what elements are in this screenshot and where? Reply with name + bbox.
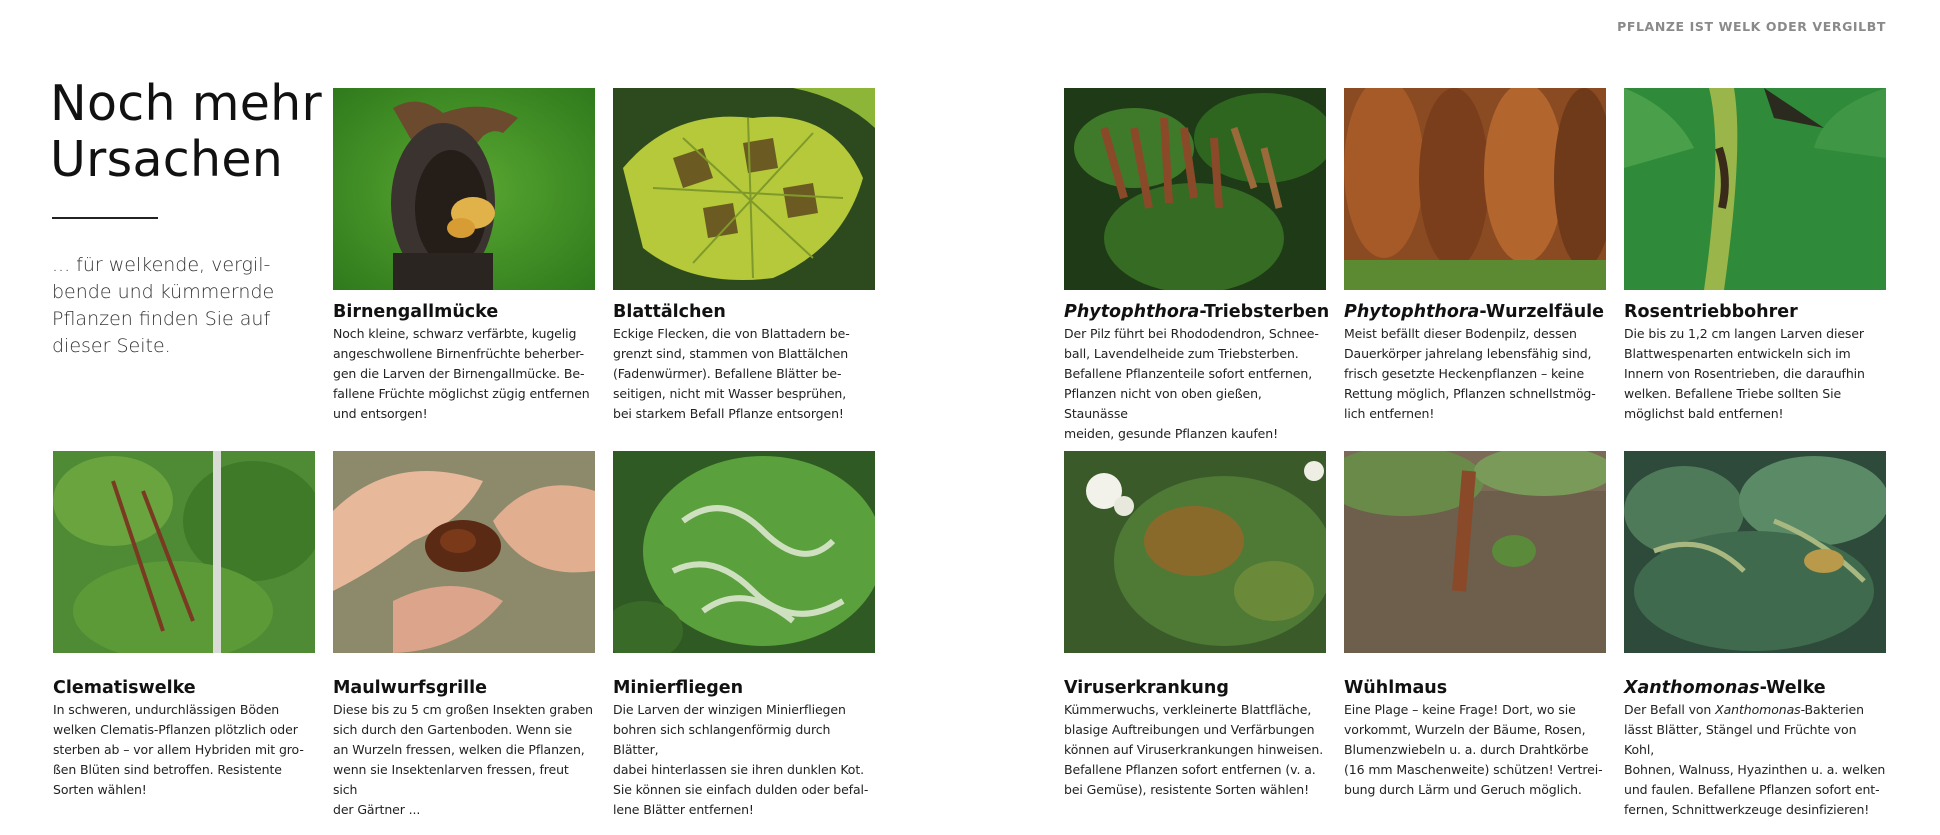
text-line: lässt Blätter, Stängel und Früchte von Kohl, <box>1624 722 1857 757</box>
text-line: Eckige Flecken, die von Blattadern be- <box>613 326 850 341</box>
card-title: Birnengallmücke <box>333 302 499 322</box>
title-italic-part: Xanthomonas <box>1624 678 1760 698</box>
card-text <box>333 700 595 820</box>
card-title: Maulwurfsgrille <box>333 678 487 698</box>
card-phytophthora-wurzelfaeule <box>1344 88 1606 424</box>
leaf-miner-photo <box>613 451 875 653</box>
text-line: Befallene Pflanzenteile sofort entfernen, <box>1064 366 1313 381</box>
running-header: PFLANZE IST WELK ODER VERGILBT <box>1617 19 1886 34</box>
text-line: Diese bis zu 5 cm großen Insekten graben <box>333 702 593 717</box>
text-line: bohren sich schlangenförmig durch Blätter, <box>613 722 831 757</box>
text-line: Rettung möglich, Pflanzen schnellstmög- <box>1344 386 1596 401</box>
text-line: Innern von Rosentrieben, die daraufhin <box>1624 366 1865 381</box>
text-line: lene Blätter entfernen! <box>613 802 754 817</box>
card-title: Rosentriebbohrer <box>1624 302 1798 322</box>
text-line: Eine Plage – keine Frage! Dort, wo sie <box>1344 702 1576 717</box>
vole-damage-photo <box>1344 451 1606 653</box>
title-italic-part: Phytophthora <box>1064 302 1200 322</box>
mole-cricket-photo <box>333 451 595 653</box>
text-line: Pflanzen nicht von oben gießen, Staunässe <box>1064 386 1262 421</box>
card-xanthomonas-welke <box>1624 451 1886 820</box>
text-line: Blattwespenarten entwickeln sich im <box>1624 346 1851 361</box>
intro-text <box>52 252 282 360</box>
text-line: Kümmerwuchs, verkleinerte Blattfläche, <box>1064 702 1312 717</box>
text-line: blasige Auftreibungen und Verfärbungen <box>1064 722 1315 737</box>
text-line: sich durch den Gartenboden. Wenn sie <box>333 722 573 737</box>
text-part: -Bakterien <box>1800 702 1864 717</box>
page-title <box>50 76 322 188</box>
text-line: Bohnen, Walnuss, Hyazinthen u. a. welken <box>1624 762 1886 777</box>
card-text <box>53 700 315 800</box>
text-line: ßen Blüten sind betroffen. Resistente <box>53 762 282 777</box>
text-line <box>1624 700 1886 720</box>
text-line: an Wurzeln fressen, welken die Pflanzen, <box>333 742 585 757</box>
card-text <box>1064 324 1326 444</box>
card-title: Clematiswelke <box>53 678 196 698</box>
text-line: und faulen. Befallene Pflanzen sofort ent- <box>1624 782 1880 797</box>
text-line: grenzt sind, stammen von Blattälchen <box>613 346 849 361</box>
card-minierfliegen <box>613 451 875 820</box>
text-part: Der Befall von <box>1624 702 1716 717</box>
card-title: Minierfliegen <box>613 678 744 698</box>
text-line: Die bis zu 1,2 cm langen Larven dieser <box>1624 326 1864 341</box>
text-line: möglichst bald entfernen! <box>1624 406 1784 421</box>
text-line: Sorten wählen! <box>53 782 147 797</box>
virus-disease-photo <box>1064 451 1326 653</box>
text-line: angeschwollene Birnenfrüchte beherber- <box>333 346 584 361</box>
text-line: gen die Larven der Birnengallmücke. Be- <box>333 366 585 381</box>
title-line-1: Noch mehr <box>50 75 322 132</box>
text-line: vorkommt, Wurzeln der Bäume, Rosen, <box>1344 722 1586 737</box>
title-rest-part: -Welke <box>1759 678 1826 698</box>
text-line: Sie können sie einfach dulden oder befal- <box>613 782 869 797</box>
card-viruserkrankung <box>1064 451 1326 800</box>
text-line: können auf Viruserkrankungen hinweisen. <box>1064 742 1324 757</box>
card-title <box>1064 302 1330 322</box>
text-line: Noch kleine, schwarz verfärbte, kugelig <box>333 326 577 341</box>
card-text <box>1624 700 1886 820</box>
text-line: fernen, Schnittwerkzeuge desinfizieren! <box>1624 802 1870 817</box>
text-line: seitigen, nicht mit Wasser besprühen, <box>613 386 847 401</box>
text-line: bei starkem Befall Pflanze entsorgen! <box>613 406 844 421</box>
card-title <box>1624 678 1886 698</box>
text-line: meiden, gesunde Pflanzen kaufen! <box>1064 426 1278 441</box>
text-line: frisch gesetzte Heckenpflanzen – keine <box>1344 366 1585 381</box>
text-line: Befallene Pflanzen sofort entfernen (v. a. <box>1064 762 1316 777</box>
clematis-wilt-photo <box>53 451 315 653</box>
text-line: Meist befällt dieser Bodenpilz, dessen <box>1344 326 1577 341</box>
text-line: der Gärtner ... <box>333 802 421 817</box>
card-title: Viruserkrankung <box>1064 678 1229 698</box>
text-line: Blumenzwiebeln u. a. durch Drahtkörbe <box>1344 742 1589 757</box>
text-line: Der Pilz führt bei Rhododendron, Schnee- <box>1064 326 1319 341</box>
card-title: Blattälchen <box>613 302 726 322</box>
card-rosentriebbohrer <box>1624 88 1886 424</box>
title-line-2: Ursachen <box>50 131 284 188</box>
text-line: bei Gemüse), resistente Sorten wählen! <box>1064 782 1310 797</box>
title-rest-part: -Wurzelfäule <box>1479 302 1605 322</box>
text-line: bung durch Lärm und Geruch möglich. <box>1344 782 1582 797</box>
card-title <box>1344 302 1606 322</box>
intro-line: bende und kümmernde <box>52 281 275 303</box>
card-maulwurfsgrille <box>333 451 595 820</box>
card-text <box>613 700 875 820</box>
card-clematiswelke <box>53 451 315 800</box>
card-text <box>613 324 875 424</box>
card-text <box>1624 324 1886 424</box>
leaf-nematode-photo <box>613 88 875 290</box>
text-line: Die Larven der winzigen Minierfliegen <box>613 702 846 717</box>
intro-line: ... für welkende, vergil- <box>52 254 271 276</box>
shoot-dieback-photo <box>1064 88 1326 290</box>
text-line: wenn sie Insektenlarven fressen, freut sich <box>333 762 569 797</box>
text-line: Dauerkörper jahrelang lebensfähig sind, <box>1344 346 1592 361</box>
xanthomonas-cabbage-photo <box>1624 451 1886 653</box>
root-rot-hedge-photo <box>1344 88 1606 290</box>
title-rest-part: -Triebsterben <box>1199 302 1330 322</box>
text-line: lich entfernen! <box>1344 406 1435 421</box>
title-divider <box>52 217 158 219</box>
rose-shoot-borer-photo <box>1624 88 1886 290</box>
card-text <box>1344 700 1606 800</box>
text-italic-part: Xanthomonas <box>1715 702 1801 717</box>
text-line: In schweren, undurchlässigen Böden <box>53 702 280 717</box>
card-blattaelchen <box>613 88 875 424</box>
text-line: ball, Lavendelheide zum Triebsterben. <box>1064 346 1299 361</box>
card-text <box>1344 324 1606 424</box>
text-line: dabei hinterlassen sie ihren dunklen Kot. <box>613 762 865 777</box>
text-line: welken Clematis-Pflanzen plötzlich oder <box>53 722 298 737</box>
card-title: Wühlmaus <box>1344 678 1448 698</box>
text-line: fallene Früchte möglichst zügig entfernen <box>333 386 590 401</box>
title-italic-part: Phytophthora <box>1344 302 1480 322</box>
text-line: sterben ab – vor allem Hybriden mit gro- <box>53 742 304 757</box>
card-birnengallmuecke <box>333 88 595 424</box>
intro-line: Pflanzen finden Sie auf <box>52 308 271 330</box>
text-line: (16 mm Maschenweite) schützen! Vertrei- <box>1344 762 1603 777</box>
text-line: und entsorgen! <box>333 406 428 421</box>
intro-line: dieser Seite. <box>52 335 171 357</box>
card-text <box>333 324 595 424</box>
card-text <box>1064 700 1326 800</box>
card-wuehlmaus <box>1344 451 1606 800</box>
text-line: (Fadenwürmer). Befallene Blätter be- <box>613 366 842 381</box>
card-phytophthora-triebsterben <box>1064 88 1330 444</box>
text-line: welken. Befallene Triebe sollten Sie <box>1624 386 1842 401</box>
pear-gall-photo <box>333 88 595 290</box>
